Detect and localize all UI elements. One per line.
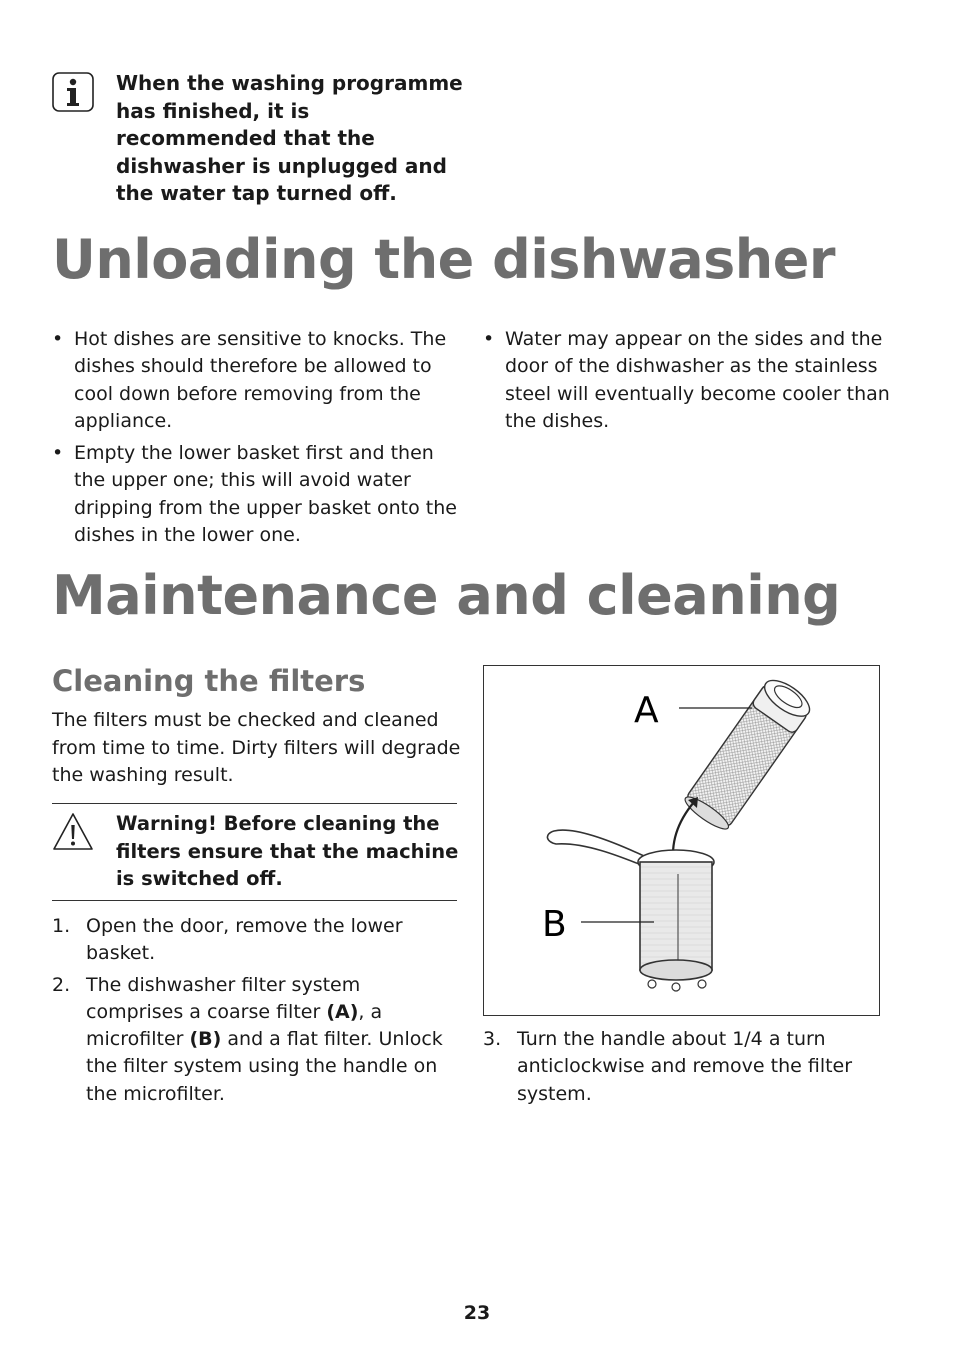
step-number: 1. [52, 915, 71, 937]
step-text: Open the door, remove the lower basket. [86, 915, 403, 965]
list-item [52, 913, 462, 968]
figure-label-a: A [634, 690, 659, 731]
coarse-filter-a [681, 674, 815, 834]
info-icon [52, 72, 94, 112]
step-number: 2. [52, 973, 71, 996]
list-item: • Water may appear on the sides and the door of the dishwasher as the stainless steel will eventually become cooler than the dishes. [483, 326, 893, 435]
list-item: • Empty the lower basket first and then the upper one; this will avoid water dripping from the upper basket onto the dishes in the lower one. [52, 440, 462, 549]
page-number: 23 [463, 1302, 491, 1324]
unloading-bullets-left [52, 326, 462, 554]
filters-intro-text: The filters must be checked and cleaned from time to time. Dirty filters will degrade the washing result. [52, 709, 461, 786]
figure-label-b: B [542, 904, 567, 945]
warning-text: Warning! Before cleaning the filters ensure that the machine is switched off. [116, 812, 459, 890]
list-item [483, 1026, 883, 1108]
steps-left [52, 913, 462, 1112]
step-text-pre: The dishwasher filter system comprises a coarse filter [86, 973, 361, 1023]
step-label-a: (A) [326, 1000, 359, 1023]
info-note-text: When the washing programme has finished, it is recommended that the dishwasher is unplugged and the water tap turned off. [116, 71, 463, 205]
step-number: 3. [483, 1028, 502, 1050]
filter-illustration [483, 665, 880, 1016]
step-text-mid: , a microfilter [86, 1000, 383, 1051]
steps-right [483, 1026, 883, 1112]
step-text: Turn the handle about 1/4 a turn anticlockwise and remove the filter system. [517, 1028, 853, 1105]
filter-diagram [484, 666, 879, 1015]
section-title-maintenance: Maintenance and cleaning [52, 564, 841, 627]
warning-triangle-icon [52, 812, 94, 852]
step-text-post: and a flat filter. Unlock the filter system using the handle on the microfilter. [86, 1028, 443, 1105]
microfilter-handle [547, 830, 644, 866]
step-label-b: (B) [189, 1028, 222, 1051]
unloading-bullets-right [483, 326, 893, 440]
subsection-title-filters: Cleaning the filters [52, 664, 366, 698]
list-item: • Hot dishes are sensitive to knocks. The dishes should therefore be allowed to cool down before removing from the appliance. [52, 326, 462, 435]
microfilter-b [638, 850, 714, 991]
list-item [52, 972, 462, 1108]
section-title-unloading: Unloading the dishwasher [52, 228, 835, 291]
